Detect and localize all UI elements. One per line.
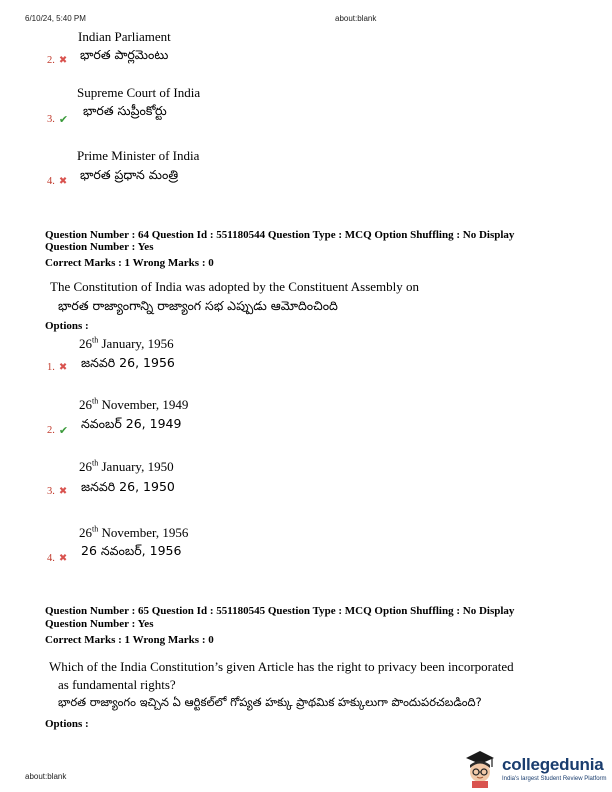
q64-option-1-telugu: జనవరి 26, 1956 xyxy=(81,355,175,370)
cross-mark-icon: ✖ xyxy=(58,486,68,497)
cross-mark-icon: ✖ xyxy=(58,362,68,373)
q65-meta-line2: Question Number : Yes xyxy=(45,618,154,630)
cross-mark-icon: ✖ xyxy=(58,176,68,187)
q64-option-3-english: 26th January, 1950 xyxy=(79,458,174,474)
option-2-number: 2. ✖ xyxy=(47,55,68,66)
q64-option-4-english: 26th November, 1956 xyxy=(79,524,189,540)
footer-url: about:blank xyxy=(25,772,67,781)
q64-meta-line1: Question Number : 64 Question Id : 551180544 Question Type : MCQ Option Shuffling : No Display xyxy=(45,229,515,241)
q65-options-label: Options : xyxy=(45,718,89,730)
cross-mark-icon: ✖ xyxy=(58,553,68,564)
q64-question-telugu: భారత రాజ్యాంగాన్ని రాజ్యాంగ సభ ఎప్పుడు ఆమోదించింది xyxy=(58,298,338,313)
q64-options-label: Options : xyxy=(45,320,89,332)
print-url: about:blank xyxy=(335,14,377,23)
q65-question-english-line1: Which of the India Constitution’s given Article has the right to privacy been incorporated xyxy=(49,659,514,674)
q64-question-english: The Constitution of India was adopted by the Constituent Assembly on xyxy=(50,279,420,294)
cross-mark-icon: ✖ xyxy=(58,55,68,66)
q65-marks: Correct Marks : 1 Wrong Marks : 0 xyxy=(45,634,214,646)
q64-marks: Correct Marks : 1 Wrong Marks : 0 xyxy=(45,257,214,269)
q65-question-english-line2: as fundamental rights? xyxy=(58,677,176,692)
option-2-telugu: భారత పార్లమెంటు xyxy=(80,47,169,62)
option-4-english: Prime Minister of India xyxy=(77,148,200,163)
option-3-english: Supreme Court of India xyxy=(77,85,201,100)
option-2-english: Indian Parliament xyxy=(78,29,171,44)
option-3-number: 3. ✔ xyxy=(47,113,69,126)
option-4-telugu: భారత ప్రధాన మంత్రి xyxy=(80,167,179,182)
student-mascot-icon xyxy=(462,748,498,788)
q65-question-telugu: భారత రాజ్యాంగం ఇచ్చిన ఏ ఆర్టికల్‌లో గోప్యత హక్కు ప్రాథమిక హక్కులుగా పొందుపరచబడింది? xyxy=(58,695,482,709)
q64-option-3-telugu: జనవరి 26, 1950 xyxy=(81,479,175,494)
check-mark-icon: ✔ xyxy=(58,113,69,126)
q64-option-2-telugu: నవంబర్ 26, 1949 xyxy=(81,416,182,431)
logo-brand-text: collegedunia xyxy=(502,754,604,774)
q64-option-4-number: 4. ✖ xyxy=(47,553,68,564)
q65-meta-line1: Question Number : 65 Question Id : 551180545 Question Type : MCQ Option Shuffling : No Display xyxy=(45,605,515,617)
logo-tagline: India's largest Student Review Platform xyxy=(502,775,607,782)
print-datetime: 6/10/24, 5:40 PM xyxy=(25,14,86,23)
q64-option-2-number: 2. ✔ xyxy=(47,424,69,437)
option-3-telugu: భారత సుప్రీంకోర్టు xyxy=(83,103,167,118)
q64-option-1-number: 1. ✖ xyxy=(47,362,68,373)
q64-option-3-number: 3. ✖ xyxy=(47,486,68,497)
collegedunia-logo xyxy=(462,744,612,792)
q64-option-2-english: 26th November, 1949 xyxy=(79,396,189,412)
q64-option-4-telugu: 26 నవంబర్, 1956 xyxy=(81,543,182,558)
q64-option-1-english: 26th January, 1956 xyxy=(79,335,174,351)
check-mark-icon: ✔ xyxy=(58,424,69,437)
option-4-number: 4. ✖ xyxy=(47,176,68,187)
q64-meta-line2: Question Number : Yes xyxy=(45,241,154,253)
